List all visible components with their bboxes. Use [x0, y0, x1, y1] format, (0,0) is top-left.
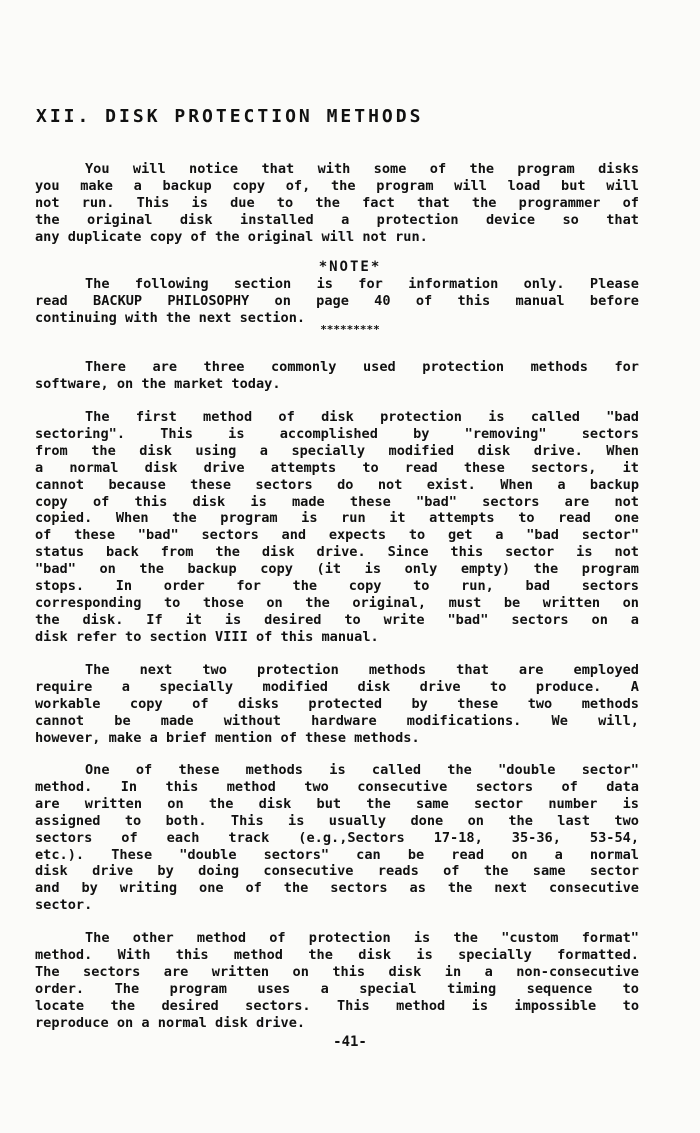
- intro-paragraph: [35, 161, 639, 246]
- text-line: The other method of protection is the "custom format": [85, 930, 639, 946]
- text-line: The first method of disk protection is called "bad: [85, 409, 639, 425]
- text-line: There are three commonly used protection methods for: [85, 359, 639, 375]
- double-sector-paragraph: [35, 762, 639, 914]
- text-line: cannot because these sectors do not exist. When a backup: [35, 476, 639, 493]
- text-line: from the disk using a specially modified disk drive. When: [35, 442, 639, 459]
- text-line: "bad" on the backup copy (it is only empty) the program: [35, 561, 639, 578]
- text-line: method. In this method two consecutive sectors of data: [35, 778, 639, 795]
- text-line: status back from the disk drive. Since this sector is not: [35, 544, 639, 561]
- text-line: etc.). These "double sectors" can be read on a normal: [35, 846, 639, 863]
- text-line: sector.: [35, 897, 93, 914]
- text-line: workable copy of disks protected by these two methods: [35, 695, 639, 712]
- text-line: disk refer to section VIII of this manual.: [35, 628, 379, 645]
- text-line: the disk. If it is desired to write "bad" sectors on a: [35, 611, 639, 628]
- text-line: stops. In order for the copy to run, bad sectors: [35, 578, 639, 595]
- text-line: order. The program uses a special timing sequence to: [35, 980, 639, 997]
- text-line: however, make a brief mention of these methods.: [35, 729, 420, 746]
- text-line: assigned to both. This is usually done on the last two: [35, 812, 639, 829]
- custom-format-paragraph: [35, 930, 639, 1031]
- text-line: of these "bad" sectors and expects to get a "bad sector": [35, 527, 639, 544]
- text-line: The sectors are written on this disk in a non-consecutive: [35, 963, 639, 980]
- text-line: sectoring". This is accomplished by "removing" sectors: [35, 425, 639, 442]
- text-line: One of these methods is called the "double sector": [85, 762, 639, 778]
- text-line: are written on the disk but the same sector number is: [35, 795, 639, 812]
- three-methods-paragraph: [35, 359, 639, 393]
- next-methods-paragraph: [35, 662, 639, 747]
- text-line: You will notice that with some of the program disks: [85, 161, 639, 177]
- text-line: require a specially modified disk drive to produce. A: [35, 678, 639, 695]
- text-line: locate the desired sectors. This method is impossible to: [35, 997, 639, 1014]
- note-stars: *********: [320, 323, 380, 336]
- text-line: continuing with the next section.: [35, 309, 306, 326]
- text-line: The next two protection methods that are employed: [85, 662, 639, 678]
- text-line: software, on the market today.: [35, 375, 281, 392]
- text-line: reproduce on a normal disk drive.: [35, 1014, 306, 1031]
- note-heading: *NOTE*: [318, 259, 382, 275]
- text-line: sectors of each track (e.g.,Sectors 17-18, 35-36, 53-54,: [35, 829, 639, 846]
- text-line: cannot be made without hardware modifications. We will,: [35, 712, 639, 729]
- text-line: The following section is for information only. Please: [85, 276, 639, 292]
- text-line: a normal disk drive attempts to read these sectors, it: [35, 459, 639, 476]
- text-line: the original disk installed a protection device so that: [35, 211, 639, 228]
- text-line: you make a backup copy of, the program will load but will: [35, 177, 639, 194]
- text-line: copy of this disk is made these "bad" sectors are not: [35, 493, 639, 510]
- text-line: copied. When the program is run it attempts to read one: [35, 510, 639, 527]
- text-line: and by writing one of the sectors as the next consecutive: [35, 880, 639, 897]
- text-line: disk drive by doing consecutive reads of the same sector: [35, 863, 639, 880]
- page-number: -41-: [333, 1034, 367, 1050]
- text-line: corresponding to those on the original, must be written on: [35, 594, 639, 611]
- note-paragraph: [35, 276, 639, 327]
- text-line: not run. This is due to the fact that the programmer of: [35, 194, 639, 211]
- section-title: XII. DISK PROTECTION METHODS: [36, 106, 424, 127]
- text-line: any duplicate copy of the original will not run.: [35, 228, 428, 245]
- text-line: read BACKUP PHILOSOPHY on page 40 of this manual before: [35, 292, 639, 309]
- bad-sectoring-paragraph: [35, 409, 639, 646]
- text-line: method. With this method the disk is specially formatted.: [35, 946, 639, 963]
